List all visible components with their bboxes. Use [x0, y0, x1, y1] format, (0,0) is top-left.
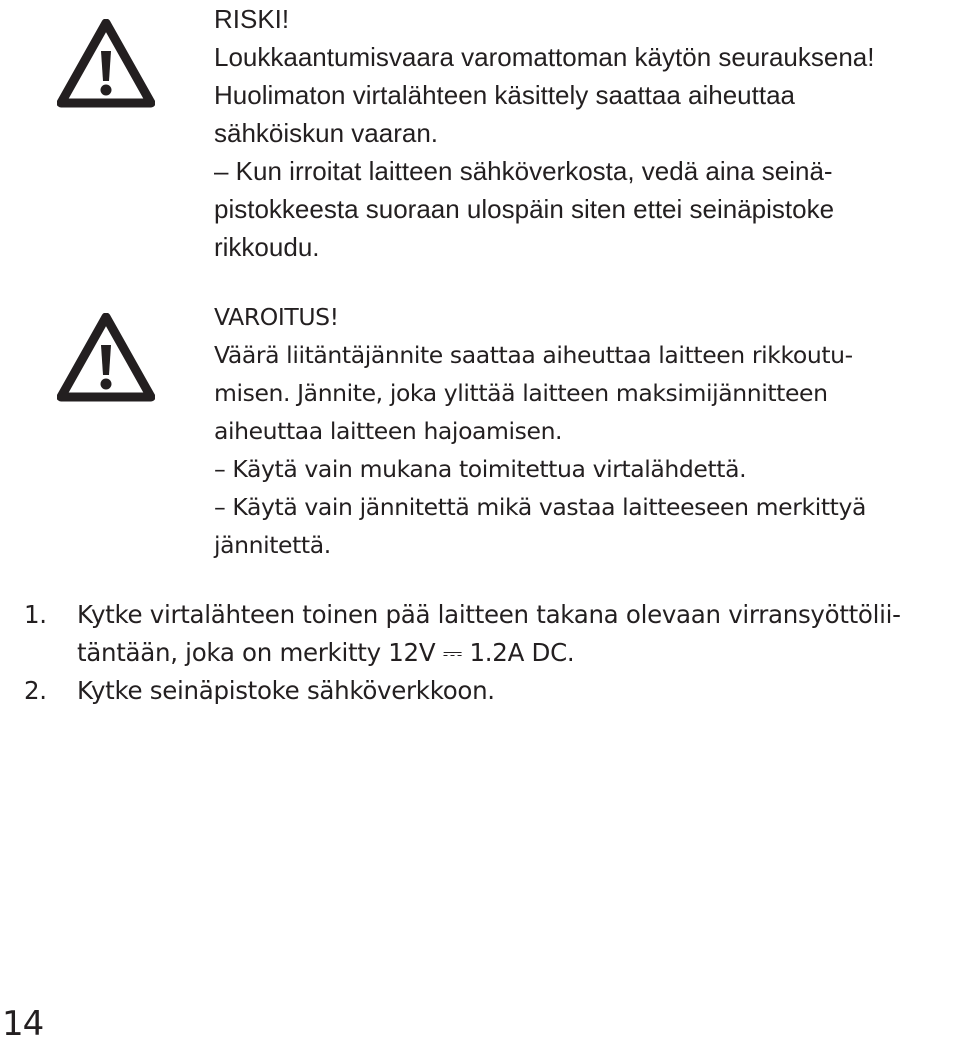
- step-number: 1.: [24, 600, 47, 629]
- step-number: 2.: [24, 676, 47, 705]
- risk-line: rikkoudu.: [214, 232, 320, 262]
- warning-triangle-icon: [57, 313, 155, 403]
- caution-warning-text: [214, 298, 954, 564]
- instruction-steps: [0, 596, 960, 710]
- risk-line: Huolimaton virtalähteen käsittely saattaa aiheuttaa: [214, 80, 796, 110]
- caution-line: aiheuttaa laitteen hajoamisen.: [214, 417, 563, 445]
- risk-line: pistokkeesta suoraan ulospäin siten ettei seinäpistoke: [214, 194, 835, 224]
- risk-heading: RISKI!: [214, 4, 290, 34]
- caution-line: Väärä liitäntäjännite saattaa aiheuttaa laitteen rikkoutu-: [214, 341, 853, 369]
- page-number: 14: [2, 1004, 44, 1044]
- step-item: [0, 672, 960, 710]
- risk-line: – Kun irroitat laitteen sähköverkosta, vedä aina seinä-: [214, 156, 833, 186]
- caution-heading: VAROITUS!: [214, 303, 339, 331]
- caution-line: misen. Jännite, joka ylittää laitteen maksimijännitteen: [214, 379, 828, 407]
- risk-line: Loukkaantumisvaara varomattoman käytön seurauksena!: [214, 42, 875, 72]
- caution-line: – Käytä vain jännitettä mikä vastaa laitteeseen merkittyä: [214, 493, 866, 521]
- risk-line: sähköiskun vaaran.: [214, 118, 439, 148]
- caution-line: – Käytä vain mukana toimitettua virtalähdettä.: [214, 455, 747, 483]
- warning-triangle-icon: [57, 19, 155, 109]
- risk-warning-text: [214, 0, 954, 266]
- step-text: Kytke seinäpistoke sähköverkkoon.: [77, 676, 495, 705]
- step-text: Kytke virtalähteen toinen pää laitteen takana olevaan virransyöttölii-: [77, 600, 901, 629]
- caution-line: jännitettä.: [214, 531, 331, 559]
- step-text: täntään, joka on merkitty 12V ⎓ 1.2A DC.: [77, 638, 575, 667]
- step-item: [0, 596, 960, 672]
